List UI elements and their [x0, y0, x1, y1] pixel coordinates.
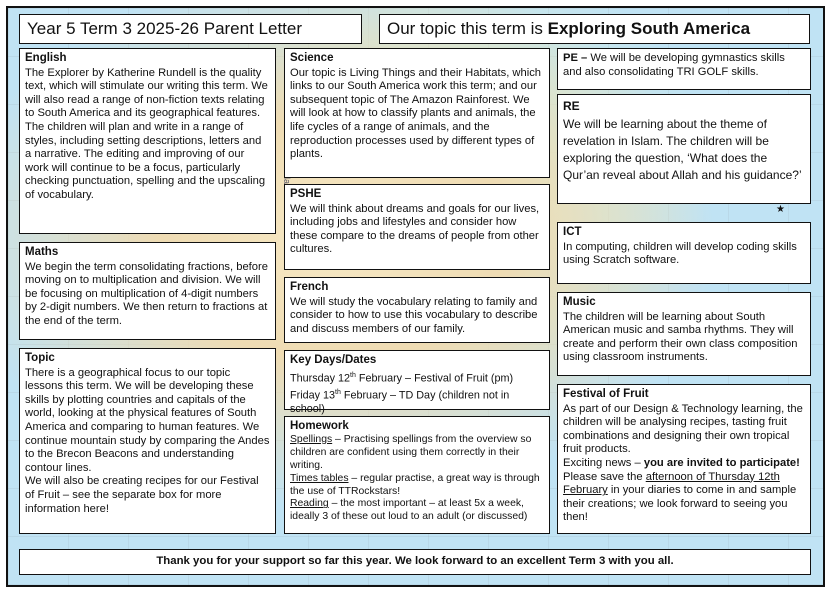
key-dates-heading: Key Days/Dates — [290, 354, 377, 366]
capital-star-icon: ★ — [776, 204, 785, 215]
maths-text: We begin the term consolidating fractions, before moving on to multiplication and division. We will be focusing on multiplication of 4-digit numbers by 2-digit numbers. We then return to fractions at the end of the term. — [25, 260, 268, 327]
homework-times-tables: Times tables – regular practise, a great way is through the use of TTRockstars! — [290, 472, 540, 497]
pshe-text: We will think about dreams and goals for our lives, including jobs and lifestyles and consider how these compare to the dreams of people from other cultures. — [290, 202, 540, 256]
re-text: We will be learning about the theme of revelation in Islam. The children will be exploring the question, ‘What does the Qur’an reveal about Allah and his guidance?’ — [563, 117, 802, 182]
topic-name: Exploring South America — [547, 19, 751, 38]
french-text: We will study the vocabulary relating to family and consider to how to use this vocabulary to describe and discuss members of our family. — [290, 295, 538, 335]
science-heading: Science — [290, 52, 334, 64]
key-date-2: Friday 13th February – TD Day (children not in school) — [290, 388, 510, 415]
topic-heading: Topic — [25, 352, 55, 364]
footer-message: Thank you for your support so far this year. We look forward to an excellent Term 3 with you all. — [19, 549, 811, 575]
french-heading: French — [290, 281, 329, 293]
page-title: Year 5 Term 3 2025-26 Parent Letter — [19, 14, 362, 44]
english-text-1: The Explorer by Katherine Rundell is the quality text, which will stimulate our writing this term. We will also read a range of non-fiction texts relating to South America and its geographical features. — [25, 66, 268, 120]
science-section — [284, 48, 550, 178]
festival-section — [557, 384, 811, 534]
music-heading: Music — [563, 296, 596, 308]
pshe-heading: PSHE — [290, 188, 322, 200]
science-text: Our topic is Living Things and their Habitats, which links to our South America work this term; and our subsequent topic of The Amazon Rainforest. We will look at how to classify plants and animals, the life cycles of a range of animals, and the reproduction processes used by different types of plants. — [290, 66, 542, 161]
music-section — [557, 292, 811, 376]
festival-text-1: As part of our Design & Technology learning, the children will be analysing recipes, tasting fruit combinations and designing their own tropical fruit products. — [563, 402, 803, 456]
homework-reading: Reading – the most important – at least 5x a week, ideally 3 of these out loud to an adult (or discussed) — [290, 498, 528, 523]
festival-text-2: Exciting news – you are invited to participate! Please save the afternoon of Thursday 12th February in your diaries to come in and sample their creations; we look forward to seeing you then! — [563, 456, 800, 524]
key-date-1: Thursday 12th February – Festival of Fruit (pm) — [290, 371, 514, 385]
ict-section — [557, 222, 811, 284]
topic-section — [19, 348, 276, 534]
maths-heading: Maths — [25, 246, 59, 258]
topic-banner: Our topic this term is Exploring South America — [379, 14, 810, 44]
english-heading: English — [25, 52, 67, 64]
re-section — [557, 94, 811, 204]
ict-text: In computing, children will develop coding skills using Scratch software. — [563, 240, 797, 267]
key-dates-section — [284, 350, 550, 415]
festival-heading: Festival of Fruit — [563, 388, 649, 400]
maths-section — [19, 242, 276, 340]
pe-text: We will be developing gymnastics skills and also consolidating TRI GOLF skills. — [563, 52, 785, 78]
pe-heading: PE – — [563, 52, 588, 64]
re-heading: RE — [563, 99, 580, 113]
english-text-2: The children will plan and write in a range of styles, including setting descriptions, letters and a narrative. The editing and improving of our work will continue to be a focus, particularly checking punctuation, spelling and the upscaling of vocabulary. — [25, 120, 266, 201]
homework-heading: Homework — [290, 420, 349, 432]
music-text: The children will be learning about South American music and samba rhythms. They will create and perform their own class composition using classroom instruments. — [563, 310, 798, 364]
homework-section — [284, 416, 550, 534]
french-section — [284, 277, 550, 343]
english-section — [19, 48, 276, 234]
ict-heading: ICT — [563, 226, 582, 238]
pshe-section — [284, 184, 550, 270]
topic-text-2: We will also be creating recipes for our Festival of Fruit – see the separate box for more information here! — [25, 475, 259, 515]
pe-section — [557, 48, 811, 90]
topic-text-1: There is a geographical focus to our topic lessons this term. We will be developing these skills by plotting countries and capitals of the world, looking at the physical features of South America and comparing to human features. We continue mountain study by comparing the Andes to the Brecon Beacons and understanding contour lines. — [25, 366, 270, 474]
homework-spellings: Spellings – Practising spellings from the overview so children are confident using them correctly in their writing. — [290, 433, 532, 471]
